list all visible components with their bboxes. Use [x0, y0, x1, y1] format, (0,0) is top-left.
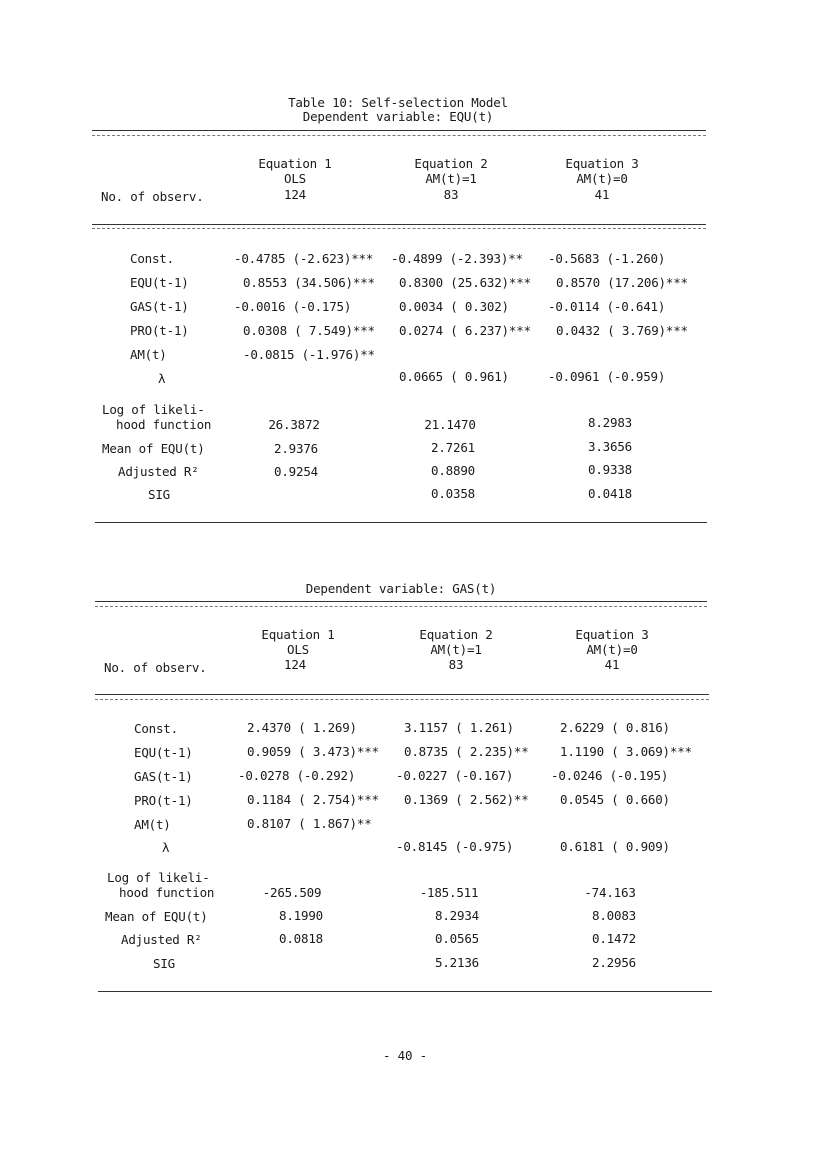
- row-label: Const.: [130, 251, 174, 266]
- col-header-n3: 41: [594, 187, 610, 202]
- col-header-n1: 124: [284, 187, 306, 202]
- col-header-eq2: Equation 2: [419, 627, 493, 642]
- cell: -0.0815 (-1.976)**: [243, 347, 375, 362]
- table-rule: [92, 135, 706, 136]
- cell: -0.4785 (-2.623)***: [234, 251, 374, 266]
- table-subtitle: Dependent variable: GAS(t): [305, 581, 497, 596]
- col-header-cond1: OLS: [284, 171, 306, 186]
- cell: 0.8553 (34.506)***: [243, 275, 375, 290]
- row-label: Mean of EQU(t): [102, 441, 205, 456]
- table-rule: [92, 224, 706, 225]
- loglik-label: Log of likeli-: [107, 870, 210, 885]
- cell: 0.8735 ( 2.235)**: [404, 744, 529, 759]
- cell: 3.3656: [588, 439, 632, 454]
- row-label-lambda: λ: [162, 840, 170, 855]
- cell: 0.0358: [431, 486, 475, 501]
- table-rule: [98, 991, 712, 992]
- row-label: SIG: [148, 487, 170, 502]
- table-rule: [95, 699, 709, 700]
- cell: 21.1470: [424, 417, 476, 432]
- table-rule: [95, 694, 709, 695]
- cell: 0.0432 ( 3.769)***: [556, 323, 688, 338]
- row-label: AM(t): [130, 347, 167, 362]
- cell: 0.6181 ( 0.909): [560, 839, 670, 854]
- col-header-eq2: Equation 2: [414, 156, 488, 171]
- row-label: Adjusted R²: [121, 932, 202, 947]
- col-header-cond3: AM(t)=0: [586, 642, 638, 657]
- col-header-eq3: Equation 3: [575, 627, 649, 642]
- cell: -0.0114 (-0.641): [548, 299, 666, 314]
- col-header-eq3: Equation 3: [565, 156, 639, 171]
- cell: -185.511: [419, 885, 479, 900]
- cell: 0.0034 ( 0.302): [399, 299, 509, 314]
- cell: 1.1190 ( 3.069)***: [560, 744, 692, 759]
- cell: 8.2934: [435, 908, 479, 923]
- col-header-cond1: OLS: [287, 642, 309, 657]
- loglik-label: hood function: [119, 885, 215, 900]
- row-label: GAS(t-1): [134, 769, 193, 784]
- cell: -0.5683 (-1.260): [548, 251, 666, 266]
- cell: -265.509: [262, 885, 322, 900]
- cell: 0.0565: [435, 931, 479, 946]
- cell: 0.0545 ( 0.660): [560, 792, 670, 807]
- col-header-eq1: Equation 1: [258, 156, 332, 171]
- cell: -0.0961 (-0.959): [548, 369, 666, 384]
- table-rule: [95, 522, 707, 523]
- cell: 2.4370 ( 1.269): [247, 720, 357, 735]
- cell: 0.8570 (17.206)***: [556, 275, 688, 290]
- loglik-label: hood function: [116, 417, 212, 432]
- cell: 0.8107 ( 1.867)**: [247, 816, 372, 831]
- row-label: EQU(t-1): [130, 275, 189, 290]
- cell: -0.0227 (-0.167): [396, 768, 514, 783]
- cell: 0.0274 ( 6.237)***: [399, 323, 531, 338]
- col-header-cond2: AM(t)=1: [425, 171, 477, 186]
- cell: 0.9254: [274, 464, 318, 479]
- cell: 3.1157 ( 1.261): [404, 720, 514, 735]
- cell: -74.163: [584, 885, 636, 900]
- cell: 8.1990: [279, 908, 323, 923]
- row-label: Const.: [134, 721, 178, 736]
- row-label: PRO(t-1): [134, 793, 193, 808]
- col-header-n1: 124: [284, 657, 306, 672]
- cell: 0.1369 ( 2.562)**: [404, 792, 529, 807]
- cell: 0.8300 (25.632)***: [399, 275, 531, 290]
- cell: -0.0246 (-0.195): [551, 768, 669, 783]
- obs-label: No. of observ.: [104, 660, 207, 675]
- row-label: PRO(t-1): [130, 323, 189, 338]
- cell: 2.7261: [431, 440, 475, 455]
- cell: 0.0308 ( 7.549)***: [243, 323, 375, 338]
- row-label: SIG: [153, 956, 175, 971]
- col-header-eq1: Equation 1: [261, 627, 335, 642]
- loglik-label: Log of likeli-: [102, 402, 205, 417]
- cell: 0.8890: [431, 463, 475, 478]
- cell: 0.9059 ( 3.473)***: [247, 744, 379, 759]
- cell: -0.4899 (-2.393)**: [391, 251, 523, 266]
- col-header-cond3: AM(t)=0: [576, 171, 628, 186]
- page-number: - 40 -: [383, 1048, 427, 1063]
- table-title: Table 10: Self-selection Model: [288, 95, 508, 110]
- cell: 0.1184 ( 2.754)***: [247, 792, 379, 807]
- row-label-lambda: λ: [158, 371, 166, 386]
- table-rule: [95, 606, 707, 607]
- cell: 0.0665 ( 0.961): [399, 369, 509, 384]
- col-header-n2: 83: [448, 657, 464, 672]
- table-subtitle: Dependent variable: EQU(t): [302, 109, 494, 124]
- cell: 2.9376: [274, 441, 318, 456]
- cell: 0.0418: [588, 486, 632, 501]
- row-label: Mean of EQU(t): [105, 909, 208, 924]
- cell: 26.3872: [268, 417, 320, 432]
- col-header-n3: 41: [604, 657, 620, 672]
- cell: -0.0016 (-0.175): [234, 299, 352, 314]
- cell: 8.2983: [588, 415, 632, 430]
- table-rule: [95, 601, 707, 602]
- cell: 0.1472: [592, 931, 636, 946]
- cell: 2.2956: [592, 955, 636, 970]
- row-label: EQU(t-1): [134, 745, 193, 760]
- table-rule: [92, 130, 706, 131]
- table-rule: [92, 228, 706, 229]
- col-header-n2: 83: [443, 187, 459, 202]
- row-label: Adjusted R²: [118, 464, 199, 479]
- cell: 0.9338: [588, 462, 632, 477]
- cell: 8.0083: [592, 908, 636, 923]
- obs-label: No. of observ.: [101, 189, 204, 204]
- col-header-cond2: AM(t)=1: [430, 642, 482, 657]
- row-label: GAS(t-1): [130, 299, 189, 314]
- cell: -0.0278 (-0.292): [238, 768, 356, 783]
- cell: 5.2136: [435, 955, 479, 970]
- row-label: AM(t): [134, 817, 171, 832]
- cell: 2.6229 ( 0.816): [560, 720, 670, 735]
- cell: -0.8145 (-0.975): [396, 839, 514, 854]
- cell: 0.0818: [279, 931, 323, 946]
